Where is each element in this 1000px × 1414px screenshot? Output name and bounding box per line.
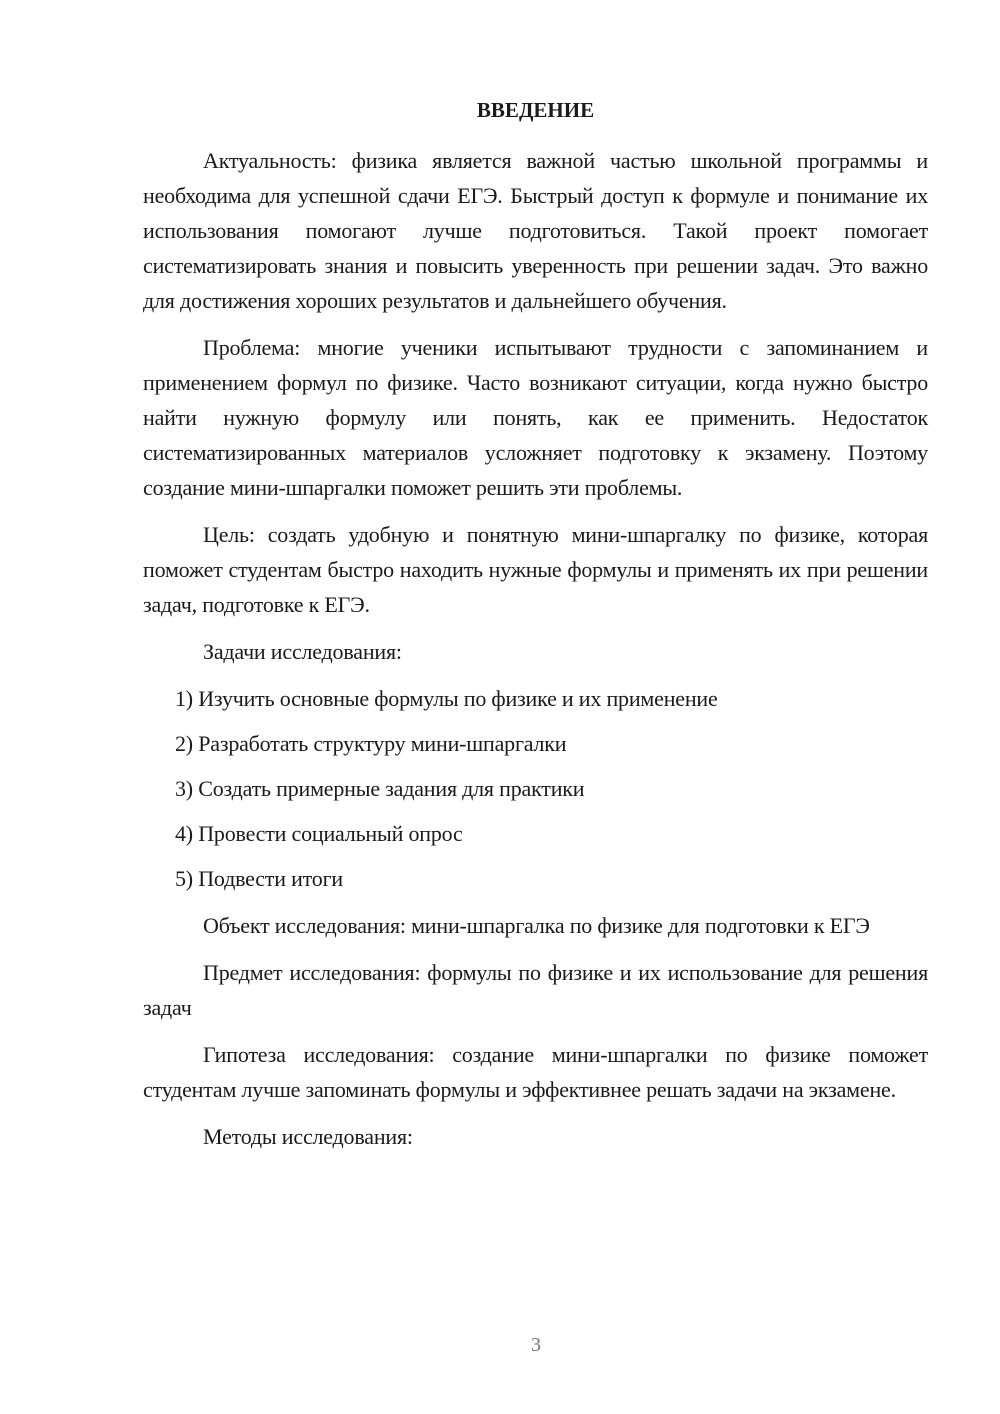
list-item: 4) Провести социальный опрос xyxy=(175,821,463,846)
paragraph-goal: Цель: создать удобную и понятную мини-шпаргалку по физике, которая поможет студентам быстро находить нужные формулы и применять их при решении задач, подготовке к ЕГЭ. xyxy=(143,522,928,617)
tasks-label: Задачи исследования: xyxy=(203,639,402,664)
list-item: 3) Создать примерные задания для практики xyxy=(175,776,585,801)
section-title: ВВЕДЕНИЕ xyxy=(476,98,595,122)
paragraph-subject: Предмет исследования: формулы по физике и их использование для решения задач xyxy=(143,960,928,1020)
list-item: 2) Разработать структуру мини-шпаргалки xyxy=(175,731,567,756)
methods-label: Методы исследования: xyxy=(203,1124,413,1149)
paragraph-object: Объект исследования: мини-шпаргалка по физике для подготовки к ЕГЭ xyxy=(203,913,870,938)
document-page xyxy=(143,93,928,1166)
list-item: 1) Изучить основные формулы по физике и их применение xyxy=(175,686,718,711)
tasks-list xyxy=(143,681,928,896)
list-item: 5) Подвести итоги xyxy=(175,866,343,891)
paragraph-relevance: Актуальность: физика является важной частью школьной программы и необходима для успешной сдачи ЕГЭ. Быстрый доступ к формуле и понимание их использования помогают лучше подготовиться. Такой проект помогает систематизировать знания и повысить уверенность при решении задач. Это важно для достижения хороших результатов и дальнейшего обучения. xyxy=(143,148,928,313)
paragraph-problem: Проблема: многие ученики испытывают трудности с запоминанием и применением формул по физике. Часто возникают ситуации, когда нужно быстро найти нужную формулу или понять, как ее применить. Недостаток систематизированных материалов усложняет подготовку к экзамену. Поэтому создание мини-шпаргалки поможет решить эти проблемы. xyxy=(143,335,928,500)
page-number: 3 xyxy=(531,1334,541,1356)
paragraph-hypothesis: Гипотеза исследования: создание мини-шпаргалки по физике поможет студентам лучше запоминать формулы и эффективнее решать задачи на экзамене. xyxy=(143,1042,928,1102)
